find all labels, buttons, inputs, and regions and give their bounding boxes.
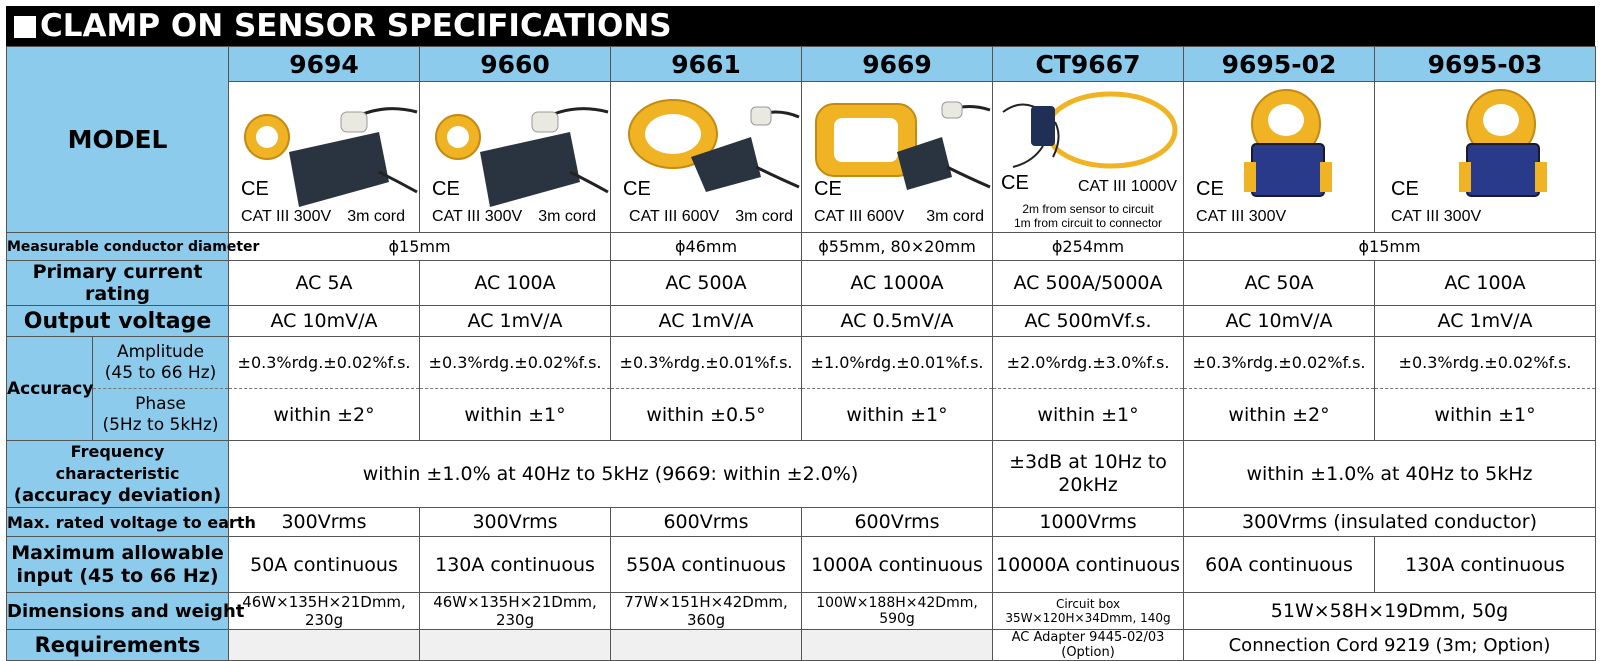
ce-mark: CE (623, 178, 651, 200)
max-input-value: 550A continuous (611, 537, 802, 593)
requirements-value: Connection Cord 9219 (3m; Option) (1184, 630, 1596, 661)
model-image-cell (1184, 82, 1375, 233)
output-value: AC 10mV/A (1184, 306, 1375, 337)
dimensions-value: 77W×151H×42Dmm, 360g (611, 593, 802, 630)
max-input-value: 10000A continuous (993, 537, 1184, 593)
page-title: CLAMP ON SENSOR SPECIFICATIONS (40, 8, 672, 44)
dimensions-value: 51W×58H×19Dmm, 50g (1184, 593, 1596, 630)
voltage-earth-value: 300Vrms (insulated conductor) (1184, 508, 1596, 537)
max-input-value: 1000A continuous (802, 537, 993, 593)
model-image-cell (420, 82, 611, 233)
primary-value: AC 100A (420, 261, 611, 306)
amplitude-value: ±0.3%rdg.±0.02%f.s. (420, 337, 611, 389)
dimensions-label: Dimensions and weight (7, 593, 229, 630)
model-code: 9695-03 (1375, 47, 1596, 82)
dimensions-value: 100W×188H×42Dmm, 590g (802, 593, 993, 630)
phase-value: within ±2° (1184, 389, 1375, 441)
output-value: AC 0.5mV/A (802, 306, 993, 337)
ce-mark: CE (432, 178, 460, 200)
max-input-value: 60A continuous (1184, 537, 1375, 593)
requirements-value-empty (802, 630, 993, 661)
model-image-cell (802, 82, 993, 233)
requirements-value-empty (229, 630, 420, 661)
dimensions-row (7, 593, 1596, 630)
primary-value: AC 100A (1375, 261, 1596, 306)
frequency-row (7, 441, 1596, 508)
primary-value: AC 500A/5000A (993, 261, 1184, 306)
phase-value: within ±1° (993, 389, 1184, 441)
frequency-value: within ±1.0% at 40Hz to 5kHz (1184, 441, 1596, 508)
cord-length: 3m cord (735, 208, 794, 225)
max-input-value: 50A continuous (229, 537, 420, 593)
requirements-row (7, 630, 1596, 661)
model-image-cell (1375, 82, 1596, 233)
model-code-row (7, 47, 1596, 82)
primary-value: AC 5A (229, 261, 420, 306)
cord-length: 3m cord (538, 208, 597, 225)
cat-rating: CAT III 600V (814, 208, 905, 225)
output-label: Output voltage (7, 306, 229, 337)
phase-value: within ±1° (802, 389, 993, 441)
primary-value: AC 1000A (802, 261, 993, 306)
conductor-value: ϕ15mm (1184, 233, 1596, 261)
conductor-row (7, 233, 1596, 261)
ce-mark: CE (241, 178, 269, 200)
requirements-value: AC Adapter 9445-02/03 (Option) (993, 630, 1184, 661)
dimensions-value: Circuit box 35W×120H×34Dmm, 140g (993, 593, 1184, 630)
cat-rating: CAT III 300V (432, 208, 523, 225)
max-input-value: 130A continuous (1375, 537, 1596, 593)
frequency-value: ±3dB at 10Hz to 20kHz (993, 441, 1184, 508)
phase-value: within ±1° (420, 389, 611, 441)
phase-label: Phase (5Hz to 5kHz) (93, 389, 229, 441)
output-value: AC 1mV/A (420, 306, 611, 337)
voltage-earth-value: 300Vrms (229, 508, 420, 537)
amplitude-value: ±0.3%rdg.±0.02%f.s. (1375, 337, 1596, 389)
output-value: AC 500mVf.s. (993, 306, 1184, 337)
voltage-earth-row (7, 508, 1596, 537)
model-image-cell (993, 82, 1184, 233)
cat-rating: CAT III 600V (629, 208, 720, 225)
voltage-earth-value: 1000Vrms (993, 508, 1184, 537)
frequency-label: Frequency characteristic (accuracy deviation) (7, 441, 229, 508)
phase-value: within ±1° (1375, 389, 1596, 441)
model-code: 9694 (229, 47, 420, 82)
model-image-cell (229, 82, 420, 233)
model-code: 9669 (802, 47, 993, 82)
amplitude-value: ±0.3%rdg.±0.02%f.s. (229, 337, 420, 389)
primary-row (7, 261, 1596, 306)
voltage-earth-value: 600Vrms (802, 508, 993, 537)
accuracy-label: Accuracy (7, 337, 93, 441)
model-code: CT9667 (993, 47, 1184, 82)
amplitude-value: ±2.0%rdg.±3.0%f.s. (993, 337, 1184, 389)
cord-length: 3m cord (926, 208, 985, 225)
output-value: AC 10mV/A (229, 306, 420, 337)
ce-mark: CE (1196, 178, 1224, 200)
conductor-value: ϕ46mm (611, 233, 802, 261)
accuracy-phase-row (7, 389, 1596, 441)
cord-length: 3m cord (347, 208, 406, 225)
model-label: MODEL (7, 47, 229, 233)
output-value: AC 1mV/A (611, 306, 802, 337)
cat-rating: CAT III 300V (1391, 208, 1482, 225)
voltage-earth-label: Max. rated voltage to earth (7, 508, 229, 537)
requirements-label: Requirements (7, 630, 229, 661)
model-image-row (7, 82, 1596, 233)
output-row (7, 306, 1596, 337)
primary-value: AC 500A (611, 261, 802, 306)
ce-mark: CE (1001, 172, 1029, 194)
requirements-value-empty (420, 630, 611, 661)
phase-value: within ±0.5° (611, 389, 802, 441)
output-value: AC 1mV/A (1375, 306, 1596, 337)
model-code: 9660 (420, 47, 611, 82)
square-bullet-icon (14, 16, 36, 38)
frequency-value: within ±1.0% at 40Hz to 5kHz (9669: within ±2.0%) (229, 441, 993, 508)
conductor-value: ϕ55mm, 80×20mm (802, 233, 993, 261)
dimensions-value: 46W×135H×21Dmm, 230g (229, 593, 420, 630)
cord-length-note: 2m from sensor to circuit 1m from circuit to connector (1013, 202, 1163, 230)
amplitude-value: ±1.0%rdg.±0.01%f.s. (802, 337, 993, 389)
spec-table (6, 46, 1596, 661)
model-image-cell (611, 82, 802, 233)
amplitude-value: ±0.3%rdg.±0.02%f.s. (1184, 337, 1375, 389)
conductor-value: ϕ254mm (993, 233, 1184, 261)
model-code: 9695-02 (1184, 47, 1375, 82)
primary-value: AC 50A (1184, 261, 1375, 306)
dimensions-value: 46W×135H×21Dmm, 230g (420, 593, 611, 630)
requirements-value-empty (611, 630, 802, 661)
conductor-value: ϕ15mm (229, 233, 611, 261)
voltage-earth-value: 600Vrms (611, 508, 802, 537)
cat-rating: CAT III 300V (241, 208, 332, 225)
voltage-earth-value: 300Vrms (420, 508, 611, 537)
phase-value: within ±2° (229, 389, 420, 441)
primary-label: Primary current rating (7, 261, 229, 306)
max-input-label: Maximum allowable input (45 to 66 Hz) (7, 537, 229, 593)
cat-rating: CAT III 300V (1196, 208, 1287, 225)
max-input-row (7, 537, 1596, 593)
ce-mark: CE (814, 178, 842, 200)
model-code: 9661 (611, 47, 802, 82)
accuracy-amplitude-row (7, 337, 1596, 389)
title-bar (6, 6, 1595, 46)
amplitude-value: ±0.3%rdg.±0.01%f.s. (611, 337, 802, 389)
amplitude-label: Amplitude (45 to 66 Hz) (93, 337, 229, 389)
cat-rating: CAT III 1000V (1078, 178, 1178, 195)
conductor-label: Measurable conductor diameter (7, 233, 229, 261)
ce-mark: CE (1391, 178, 1419, 200)
max-input-value: 130A continuous (420, 537, 611, 593)
